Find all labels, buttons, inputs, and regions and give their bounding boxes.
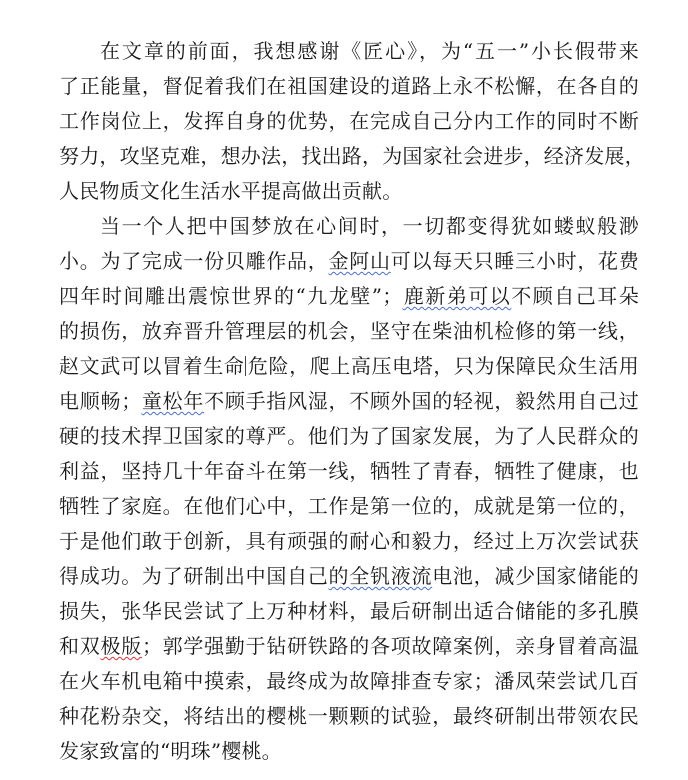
- paragraph-2: [59, 209, 639, 769]
- text-line: 发家致富的“明珠”樱桃。: [59, 739, 282, 763]
- text-run: 电顺畅；: [59, 389, 142, 413]
- text-line: 于是他们敢于创新，具有顽强的耐心和毅力，经过上万次尝试获: [59, 529, 639, 553]
- paragraph-1: [59, 34, 645, 209]
- text-run: 可以每天只睡三小时，花费: [390, 249, 639, 273]
- text-run: 和双: [59, 634, 101, 658]
- text-line: 种花粉杂交，将结出的樱桃一颗颗的试验，最终研制出带领农民: [59, 704, 639, 728]
- text-run: 四年时间雕出震惊世界的“九龙壁”；: [59, 284, 403, 308]
- text-line: 了正能量，督促着我们在祖国建设的道路上永不松懈，在各自的: [59, 74, 639, 98]
- text-line: 当一个人把中国梦放在心间时，一切都变得犹如蝼蚁般渺: [100, 214, 639, 238]
- text-line: [59, 349, 639, 384]
- text-line: 利益，坚持几十年奋斗在第一线，牺牲了青春，牺牲了健康，也: [59, 459, 639, 483]
- text-line: [59, 629, 639, 664]
- text-line: [59, 244, 639, 279]
- text-run: 小。为了完成一份贝雕作品，: [59, 249, 329, 273]
- spellcheck-flag[interactable]: 鹿新弟可以: [402, 284, 512, 308]
- text-line: 在火车机电箱中摸索，最终成为故障排查专家；潘凤荣尝试几百: [59, 669, 639, 693]
- text-run: 不顾手指风湿，不顾外国的轻视，毅然用自己过: [204, 389, 639, 413]
- text-line: [59, 559, 639, 594]
- text-line: 牺牲了家庭。在他们心中，工作是第一位的，成就是第一位的，: [59, 494, 639, 518]
- text-line: 硬的技术捍卫国家的尊严。他们为了国家发展，为了人民群众的: [59, 424, 639, 448]
- spellcheck-flag[interactable]: 的全钒液流: [328, 564, 433, 588]
- text-run: 得成功。为了研制出中国自己: [59, 564, 329, 588]
- spellcheck-flag[interactable]: 童松年: [141, 389, 205, 413]
- text-line: [59, 384, 639, 419]
- text-run: 危险，爬上高压电塔，只为保障民众生活用: [247, 354, 639, 378]
- spellcheck-flag[interactable]: 极版: [100, 634, 142, 658]
- text-run: ；郭学强勤于钻研铁路的各项故障案例，亲身冒着高温: [141, 634, 639, 658]
- text-line: 努力，攻坚克难，想办法，找出路，为国家社会进步，经济发展，: [59, 144, 645, 168]
- text-run: 赵文武可以冒着生命: [59, 354, 245, 378]
- text-line: 损失，张华民尝试了上万种材料，最后研制出适合储能的多孔膜: [59, 599, 639, 623]
- text-run: 不顾自己耳朵: [511, 284, 640, 308]
- text-line: 工作岗位上，发挥自身的优势，在完成自己分内工作的同时不断: [59, 109, 639, 133]
- text-run: 电池，减少国家储能的: [432, 564, 640, 588]
- text-line: [59, 279, 639, 314]
- text-line: 在文章的前面，我想感谢《匠心》，为“五一”小长假带来: [100, 39, 639, 63]
- text-line: 人民物质文化生活水平提高做出贡献。: [59, 179, 403, 203]
- document-page: [59, 34, 645, 769]
- spellcheck-flag[interactable]: 金阿山: [328, 249, 391, 273]
- text-line: 的损伤，放弃晋升管理层的机会，坚守在柴油机检修的第一线，: [59, 319, 639, 343]
